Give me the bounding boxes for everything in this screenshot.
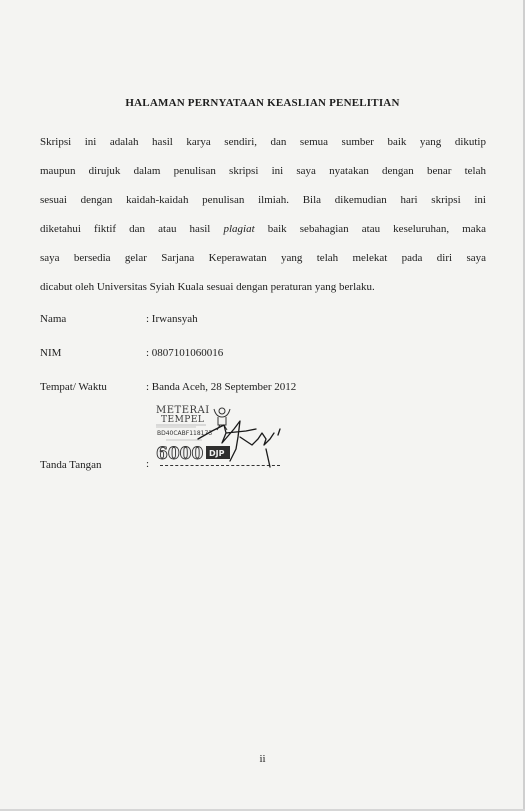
tempat-waktu-value: : Banda Aceh, 28 September 2012 — [146, 381, 297, 393]
paragraph-line-4 — [40, 223, 486, 235]
page-number: ii — [259, 753, 266, 765]
document-title: HALAMAN PERNYATAAN KEASLIAN PENELITIAN — [125, 97, 400, 109]
tempat-waktu-label: Tempat/ Waktu — [40, 381, 107, 393]
stamp-title-1: METERAI — [156, 405, 210, 416]
tanda-tangan-label: Tanda Tangan — [40, 459, 102, 471]
paragraph-line-4-end: baik sebahagian atau keseluruhan, maka — [254, 223, 487, 235]
paragraph-line-6: dicabut oleh Universitas Syiah Kuala sesuai dengan peraturan yang berlaku. — [40, 281, 375, 293]
nama-label: Nama — [40, 313, 67, 325]
paragraph-line-4-start: diketahui fiktif dan atau hasil — [40, 223, 224, 235]
paragraph-line-1: Skripsi ini adalah hasil karya sendiri, dan semua sumber baik yang dikutip — [40, 136, 486, 148]
stamp-value: 6000 — [156, 444, 204, 463]
nim-value: : 0807101060016 — [146, 347, 224, 359]
stamp-tag: DJP — [209, 449, 225, 458]
handwritten-signature — [196, 409, 296, 469]
nim-label: NIM — [40, 347, 62, 359]
plagiat-word: plagiat — [223, 223, 255, 235]
stamp-title-2: TEMPEL — [161, 415, 205, 425]
nama-value: : Irwansyah — [146, 313, 198, 325]
stamp-code: BD40CABF118173 — [157, 430, 213, 437]
paragraph-line-5: saya bersedia gelar Sarjana Keperawatan yang telah melekat pada diri saya — [40, 252, 486, 264]
paragraph-line-2: maupun dirujuk dalam penulisan skripsi ini saya nyatakan dengan benar telah — [40, 165, 486, 177]
tanda-tangan-colon: : — [146, 458, 150, 470]
paragraph-line-3: sesuai dengan kaidah-kaidah penulisan ilmiah. Bila dikemudian hari skripsi ini — [40, 194, 486, 206]
